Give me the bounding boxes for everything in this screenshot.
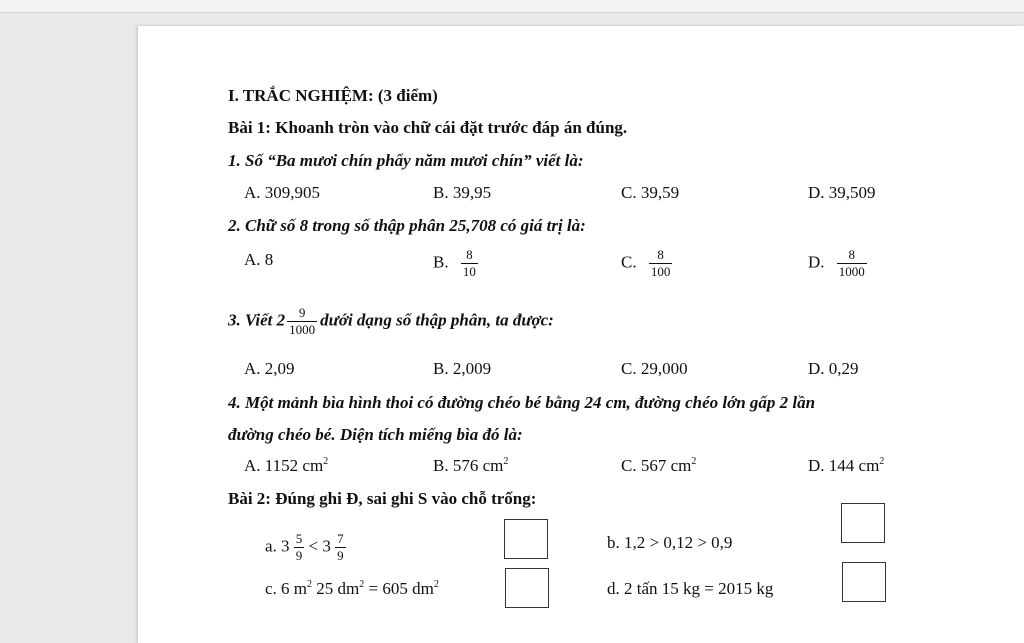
q2-option-b-fraction [461, 248, 478, 279]
q3-fraction [287, 306, 317, 337]
q4-option-a-value: A. 1152 cm [244, 456, 324, 475]
q1-option-d: D. 39,509 [808, 183, 876, 202]
q4-d-exponent: 2 [879, 456, 885, 467]
answer-box-b[interactable] [841, 503, 885, 543]
bai2-a-fraction-2 [335, 532, 346, 563]
q3-option-b: B. 2,009 [433, 359, 492, 378]
bai2-title: Bài 2: Đúng ghi Đ, sai ghi S vào chỗ trống: [228, 489, 537, 508]
bai2-a-f1-denominator: 9 [295, 548, 303, 563]
q2-c-denominator: 100 [650, 264, 671, 279]
q3-option-c: C. 29,000 [621, 359, 688, 378]
bai2-c-part1: c. 6 m [265, 579, 308, 598]
bai2-a-f1-numerator: 5 [295, 531, 303, 546]
bai2-c-exp-3: 2 [433, 579, 439, 590]
q1-option-b: B. 39,95 [433, 183, 492, 202]
q3-denominator: 1000 [289, 322, 316, 337]
bai2-a-f2-denominator: 9 [337, 548, 344, 563]
bai2-c-exp-2: 2 [359, 579, 365, 590]
q2-option-c-label: C. [621, 252, 637, 272]
q3-suffix: dưới dạng số thập phân, ta được: [320, 310, 554, 330]
section-title: I. TRẮC NGHIỆM: (3 điểm) [228, 86, 438, 105]
q3-numerator: 9 [298, 305, 306, 320]
q4-option-b [433, 456, 508, 476]
bai2-item-b: b. 1,2 > 0,12 > 0,9 [607, 533, 733, 552]
q4-option-d-value: D. 144 cm [808, 456, 880, 475]
q2-option-d-fraction [837, 248, 867, 279]
q4-option-c-value: C. 567 cm [621, 456, 692, 475]
q2-option-d [808, 248, 867, 279]
q2-c-numerator: 8 [657, 247, 664, 262]
q2-option-b [433, 248, 478, 279]
q4-c-exponent: 2 [691, 456, 697, 467]
q2-option-d-label: D. [808, 252, 825, 272]
answer-box-c[interactable] [505, 568, 549, 608]
q1-option-a: A. 309,905 [244, 183, 321, 202]
bai2-a-label: a. 3 [265, 536, 290, 556]
q3-text [228, 306, 554, 337]
bai2-c-exp-1: 2 [307, 579, 313, 590]
bai2-c-part3: = 605 dm [364, 579, 434, 598]
q4-option-d [808, 456, 884, 476]
answer-box-d[interactable] [842, 562, 886, 602]
q4-text-line2: đường chéo bé. Diện tích miếng bìa đó là: [228, 425, 523, 444]
q4-option-b-value: B. 576 cm [433, 456, 504, 475]
answer-box-a[interactable] [504, 519, 548, 559]
bai2-a-f2-numerator: 7 [337, 531, 344, 546]
bai2-c-part2: 25 dm [312, 579, 360, 598]
q1-text: 1. Số “Ba mươi chín phẩy năm mươi chín” viết là: [228, 151, 584, 170]
bai2-a-fraction-1 [294, 532, 305, 563]
bai2-item-c [265, 579, 439, 599]
q2-b-denominator: 10 [462, 264, 476, 279]
q3-option-d: D. 0,29 [808, 359, 859, 378]
q4-option-c [621, 456, 696, 476]
q2-d-numerator: 8 [848, 247, 856, 262]
bai2-a-operator: < 3 [308, 536, 331, 556]
q2-option-c [621, 248, 672, 279]
q2-d-denominator: 1000 [838, 264, 865, 279]
q4-b-exponent: 2 [503, 456, 509, 467]
q2-b-numerator: 8 [466, 247, 473, 262]
q2-option-c-fraction [649, 248, 673, 279]
q4-a-exponent: 2 [323, 456, 329, 467]
q4-text-line1: 4. Một mảnh bìa hình thoi có đường chéo bé bằng 24 cm, đường chéo lớn gấp 2 lần [228, 393, 816, 412]
q4-option-a [244, 456, 328, 476]
q2-option-b-label: B. [433, 252, 449, 272]
bai2-item-a [265, 532, 346, 563]
q3-option-a: A. 2,09 [244, 359, 295, 378]
q3-prefix: 3. Viết 2 [228, 310, 286, 330]
bai1-title: Bài 1: Khoanh tròn vào chữ cái đặt trước đáp án đúng. [228, 118, 628, 137]
q2-text: 2. Chữ số 8 trong số thập phân 25,708 có giá trị là: [228, 216, 586, 235]
q1-option-c: C. 39,59 [621, 183, 680, 202]
q2-option-a: A. 8 [244, 250, 274, 269]
bai2-item-d: d. 2 tấn 15 kg = 2015 kg [607, 579, 774, 598]
